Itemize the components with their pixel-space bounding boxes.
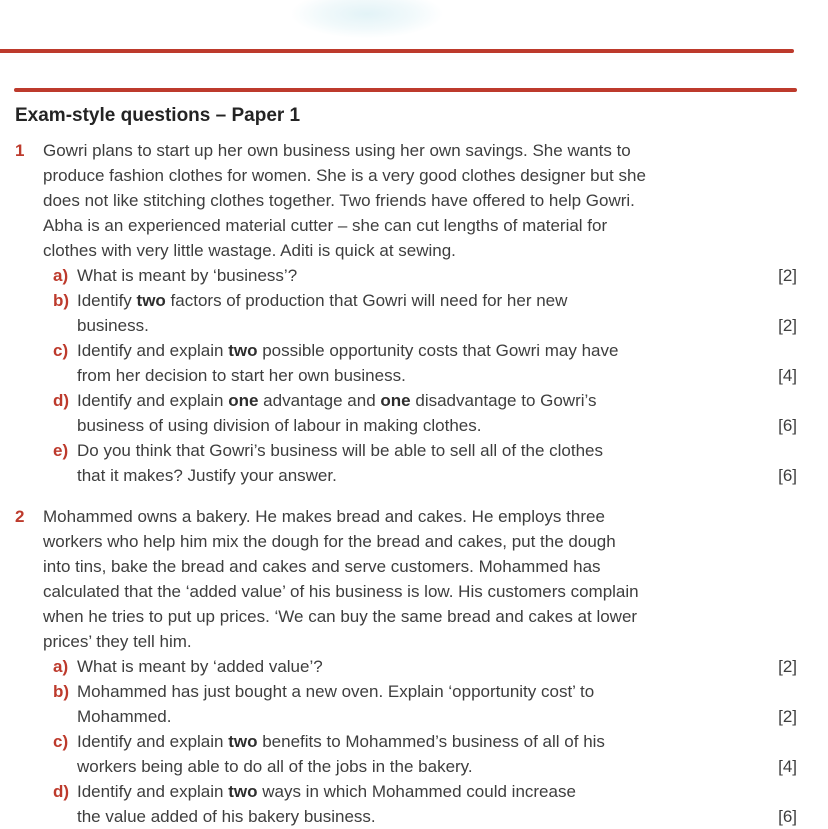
stem-line: prices’ they tell him.: [43, 632, 192, 651]
part-line: [77, 438, 797, 463]
text-segment: Mohammed.: [77, 707, 172, 726]
question-part-e: [43, 438, 797, 488]
top-rule: [0, 49, 794, 53]
scan-smudge: [292, 0, 442, 38]
part-lines: [77, 388, 797, 438]
question-part-c: [43, 338, 797, 388]
part-marks: [6]: [778, 807, 797, 826]
part-marks: [2]: [778, 316, 797, 335]
emphasis-text: two: [228, 732, 258, 751]
stem-line: does not like stitching clothes together. Two friends have offered to help Gowri.: [43, 191, 635, 210]
part-letter: a): [53, 657, 69, 676]
part-lines: [77, 679, 797, 729]
section-rule: [14, 88, 797, 92]
text-segment: Identify and explain: [77, 391, 229, 410]
text-segment: Mohammed has just bought a new oven. Explain ‘opportunity cost’ to: [77, 682, 595, 701]
section-heading: Exam-style questions – Paper 1: [15, 105, 301, 126]
text-segment: workers being able to do all of the jobs in the bakery.: [77, 757, 473, 776]
part-lines: [77, 338, 797, 388]
stem-line: into tins, bake the bread and cakes and serve customers. Mohammed has: [43, 557, 601, 576]
part-marks: [6]: [778, 466, 797, 485]
text-segment: Identify and explain: [77, 782, 229, 801]
emphasis-text: two: [136, 291, 166, 310]
part-line: [77, 338, 797, 363]
question-1: [14, 138, 797, 488]
text-segment: possible opportunity costs that Gowri may have: [257, 341, 619, 360]
question-body: [43, 504, 797, 829]
question-number: 2: [15, 507, 25, 526]
part-marks: [6]: [778, 416, 797, 435]
part-letter: c): [53, 732, 69, 751]
text-segment: What is meant by ‘business’?: [77, 266, 298, 285]
text-segment: What is meant by ‘added value’?: [77, 657, 323, 676]
part-letter: c): [53, 341, 69, 360]
question-2: [14, 504, 797, 829]
question-part-a: [43, 654, 797, 679]
part-marks: [2]: [778, 707, 797, 726]
part-line: [77, 779, 797, 804]
part-marks: [2]: [778, 266, 797, 285]
part-line: [77, 704, 797, 729]
question-part-d: [43, 388, 797, 438]
part-lines: [77, 729, 797, 779]
question-body: [43, 138, 797, 488]
text-segment: advantage and: [258, 391, 381, 410]
part-letter: b): [53, 682, 70, 701]
part-letter: d): [53, 391, 70, 410]
question-part-b: [43, 288, 797, 338]
part-line: [77, 754, 797, 779]
stem-line: workers who help him mix the dough for the bread and cakes, put the dough: [43, 532, 616, 551]
text-segment: Identify: [77, 291, 137, 310]
part-lines: [77, 438, 797, 488]
text-segment: disadvantage to Gowri’s: [410, 391, 597, 410]
part-lines: [77, 779, 797, 829]
part-line: [77, 679, 797, 704]
text-segment: business of using division of labour in making clothes.: [77, 416, 482, 435]
stem-line: clothes with very little wastage. Aditi is quick at sewing.: [43, 241, 456, 260]
text-segment: business.: [77, 316, 149, 335]
part-lines: [77, 654, 797, 679]
part-line: [77, 463, 797, 488]
text-segment: Do you think that Gowri’s business will be able to sell all of the clothes: [77, 441, 604, 460]
emphasis-text: one: [228, 391, 259, 410]
text-segment: from her decision to start her own business.: [77, 366, 406, 385]
stem-line: Gowri plans to start up her own business using her own savings. She wants to: [43, 141, 631, 160]
text-segment: that it makes? Justify your answer.: [77, 466, 337, 485]
text-segment: Identify and explain: [77, 732, 229, 751]
question-stem: [43, 138, 797, 263]
question-part-d: [43, 779, 797, 829]
question-part-b: [43, 679, 797, 729]
text-segment: benefits to Mohammed’s business of all of his: [257, 732, 605, 751]
part-marks: [4]: [778, 757, 797, 776]
text-segment: the value added of his bakery business.: [77, 807, 376, 826]
part-letter: a): [53, 266, 69, 285]
part-letter: b): [53, 291, 70, 310]
emphasis-text: one: [380, 391, 411, 410]
part-line: [77, 804, 797, 829]
stem-line: Abha is an experienced material cutter – she can cut lengths of material for: [43, 216, 608, 235]
part-letter: e): [53, 441, 69, 460]
emphasis-text: two: [228, 782, 258, 801]
text-segment: Identify and explain: [77, 341, 229, 360]
part-line: [77, 313, 797, 338]
part-letter: d): [53, 782, 70, 801]
question-stem: [43, 504, 797, 654]
part-line: [77, 388, 797, 413]
stem-line: Mohammed owns a bakery. He makes bread and cakes. He employs three: [43, 507, 605, 526]
emphasis-text: two: [228, 341, 258, 360]
stem-line: when he tries to put up prices. ‘We can buy the same bread and cakes at lower: [43, 607, 638, 626]
part-line: [77, 288, 797, 313]
exam-questions-section: [14, 88, 797, 829]
part-line: [77, 363, 797, 388]
stem-line: produce fashion clothes for women. She is a very good clothes designer but she: [43, 166, 646, 185]
part-line: [77, 729, 797, 754]
text-segment: factors of production that Gowri will need for her new: [165, 291, 568, 310]
text-segment: ways in which Mohammed could increase: [257, 782, 576, 801]
part-marks: [4]: [778, 366, 797, 385]
part-line: [77, 413, 797, 438]
part-line: [77, 654, 797, 679]
question-part-c: [43, 729, 797, 779]
stem-line: calculated that the ‘added value’ of his business is low. His customers complain: [43, 582, 639, 601]
part-marks: [2]: [778, 657, 797, 676]
question-part-a: [43, 263, 797, 288]
question-number: 1: [15, 141, 25, 160]
part-lines: [77, 263, 797, 288]
part-lines: [77, 288, 797, 338]
part-line: [77, 263, 797, 288]
